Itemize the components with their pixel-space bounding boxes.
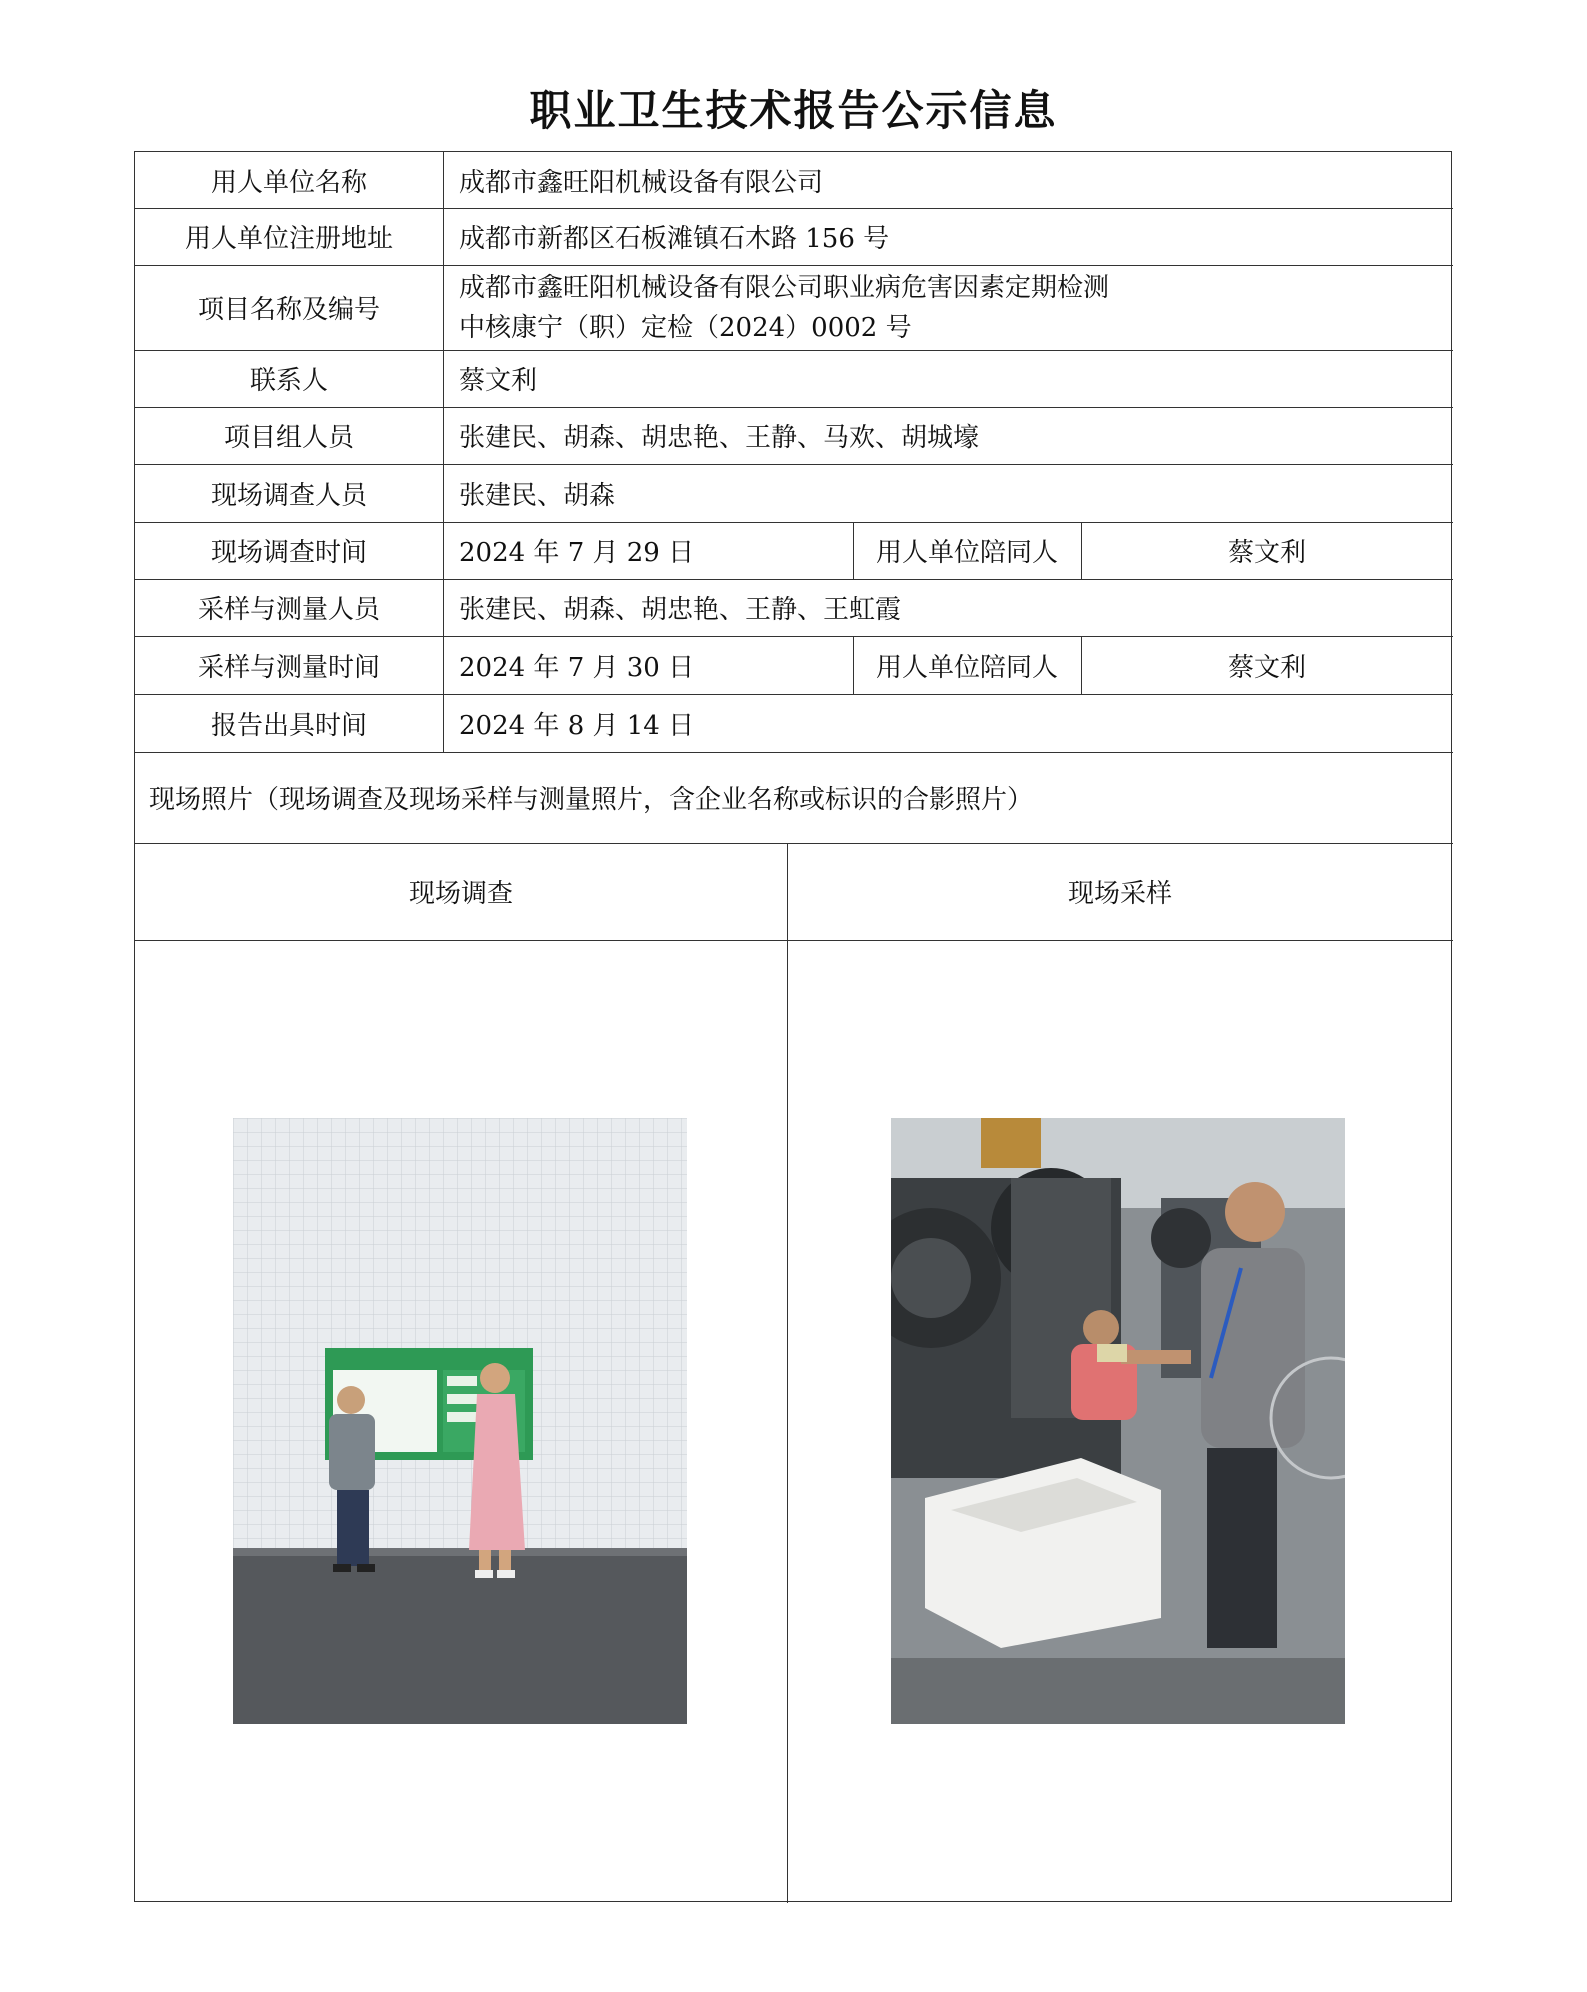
team-label: 项目组人员 [223, 423, 354, 453]
col-divider [787, 843, 788, 1903]
survey-photo-header: 现场调查 [408, 879, 513, 909]
employer-name-value: 成都市鑫旺阳机械设备有限公司 [459, 167, 824, 198]
sampling-photo-header: 现场采样 [1067, 879, 1172, 909]
survey-time-label: 现场调查时间 [210, 538, 367, 568]
sampling-companion-label: 用人单位陪同人 [875, 652, 1058, 683]
info-table [134, 151, 1452, 1902]
survey-photo [233, 1118, 687, 1724]
employer-address-value: 成都市新都区石板滩镇石木路 156 号 [459, 224, 890, 254]
contact-label: 联系人 [249, 366, 328, 396]
team-value: 张建民、胡森、胡忠艳、王静、马欢、胡城壕 [459, 423, 980, 453]
survey-companion-value: 蔡文利 [1227, 538, 1306, 568]
sampling-photo [891, 1118, 1345, 1724]
report-time-value: 2024 年 8 月 14 日 [459, 710, 695, 741]
row-divider [135, 940, 1453, 941]
page-title: 职业卫生技术报告公示信息 [529, 86, 1058, 135]
contact-value: 蔡文利 [459, 366, 538, 396]
sampling-time-label: 采样与测量时间 [197, 652, 380, 683]
sampling-staff-label: 采样与测量人员 [197, 595, 380, 625]
project-value [443, 265, 1453, 350]
sampling-staff-value: 张建民、胡森、胡忠艳、王静、王虹霞 [459, 595, 902, 625]
sampling-companion-value: 蔡文利 [1227, 652, 1306, 683]
sampling-time-value: 2024 年 7 月 30 日 [459, 652, 695, 683]
employer-address-label: 用人单位注册地址 [184, 224, 393, 254]
report-time-label: 报告出具时间 [210, 710, 367, 741]
survey-staff-label: 现场调查人员 [210, 480, 367, 511]
project-name: 成都市鑫旺阳机械设备有限公司职业病危害因素定期检测 [459, 272, 1110, 303]
survey-staff-value: 张建民、胡森 [459, 480, 616, 511]
project-number: 中核康宁（职）定检（2024）0002 号 [459, 312, 912, 343]
project-label: 项目名称及编号 [197, 295, 380, 325]
survey-companion-label: 用人单位陪同人 [875, 538, 1058, 568]
photo-note: 现场照片（现场调查及现场采样与测量照片，含企业名称或标识的合影照片） [149, 785, 1034, 815]
employer-name-label: 用人单位名称 [210, 167, 367, 198]
survey-time-value: 2024 年 7 月 29 日 [459, 538, 695, 568]
